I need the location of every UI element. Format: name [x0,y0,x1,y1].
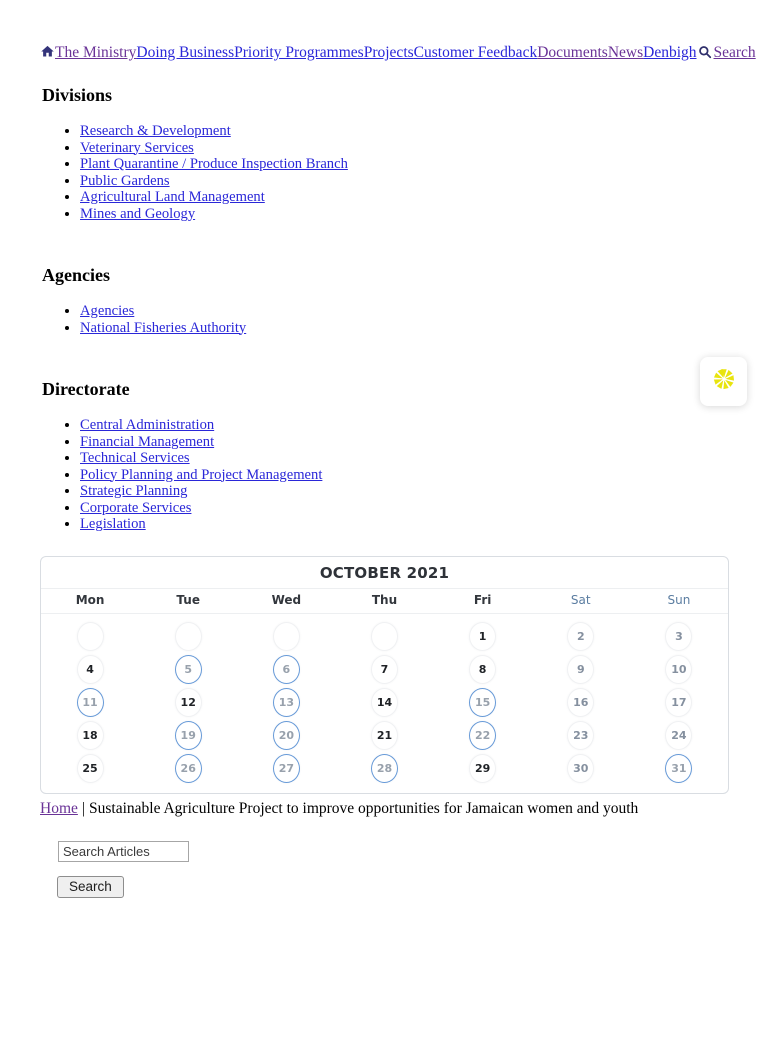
list-item [80,467,733,484]
calendar-cell [41,752,139,785]
calendar-day[interactable]: 2 [567,622,594,651]
calendar-day[interactable]: 25 [77,754,104,783]
calendar-cell [237,719,335,752]
calendar-day[interactable]: 23 [567,721,594,750]
calendar-day[interactable]: 28 [371,754,398,783]
section-heading: Agencies [42,265,110,285]
calendar-day[interactable]: 30 [567,754,594,783]
section-heading: Divisions [42,85,113,105]
calendar-day[interactable]: 11 [77,688,104,717]
list-item [80,123,733,140]
calendar-day[interactable]: 1 [469,622,496,651]
accessibility-widget-button[interactable] [700,357,747,406]
calendar-day[interactable]: 13 [273,688,300,717]
asterisk-icon [710,365,738,398]
calendar-cell [630,686,728,719]
calendar-day[interactable]: 31 [665,754,692,783]
calendar-weekday-label: Wed [271,592,302,607]
calendar-cell [630,752,728,785]
calendar-cell [335,686,433,719]
list-item [80,206,733,223]
calendar-cell [139,719,237,752]
calendar-weekday-row [41,589,728,614]
section-link[interactable]: Financial Management [80,433,215,450]
calendar-day[interactable]: 12 [175,688,202,717]
calendar-cell [139,686,237,719]
top-nav [40,44,756,64]
calendar-cell [41,686,139,719]
calendar-cell [532,620,630,653]
calendar-cell [139,653,237,686]
calendar-cell [41,620,139,653]
calendar-cell [532,719,630,752]
calendar-cell [41,653,139,686]
nav-link[interactable]: News [607,44,644,61]
calendar-cell [41,719,139,752]
calendar-weekday-label: Tue [176,592,200,607]
calendar-weekday-label: Sat [570,592,591,607]
nav-link[interactable]: Doing Business [136,44,235,61]
home-icon[interactable] [40,44,55,64]
calendar-day[interactable]: 8 [469,655,496,684]
nav-link[interactable]: The Ministry [55,44,137,61]
calendar-cell [532,752,630,785]
search-icon[interactable] [698,45,712,64]
calendar-cell [237,620,335,653]
section-link[interactable]: Plant Quarantine / Produce Inspection Branch [80,156,348,172]
calendar-day[interactable]: 27 [273,754,300,783]
calendar-cell [139,752,237,785]
page [0,44,773,898]
calendar-day[interactable]: 7 [371,655,398,684]
calendar-day[interactable]: 22 [469,721,496,750]
section-link[interactable]: National Fisheries Authority [80,319,247,336]
section-link[interactable]: Agricultural Land Management [80,189,265,205]
calendar-day[interactable]: 21 [371,721,398,750]
article-search-input[interactable] [58,841,189,862]
section-link[interactable]: Research & Development [80,123,231,139]
calendar-cell [630,620,728,653]
section-link[interactable]: Policy Planning and Project Management [80,466,323,483]
article-search-form [40,841,733,898]
section-link[interactable]: Strategic Planning [80,483,188,499]
calendar-day[interactable]: 17 [665,688,692,717]
section-link[interactable]: Legislation [80,516,146,532]
section-divisions [40,85,733,222]
list-item [80,500,733,517]
list-item [80,156,733,173]
calendar-cell [630,653,728,686]
calendar-weekday-label: Mon [75,592,105,607]
calendar-weekday-label: Fri [473,592,492,607]
calendar-cell [335,620,433,653]
list-item [80,320,733,337]
calendar-day[interactable]: 14 [371,688,398,717]
calendar-cell [335,653,433,686]
calendar-day[interactable] [175,622,202,651]
calendar-day[interactable] [371,622,398,651]
breadcrumb [40,800,733,818]
calendar-cell [237,686,335,719]
list-item [80,303,733,320]
list-item [80,173,733,190]
calendar-cell [237,653,335,686]
section-list [40,303,733,336]
calendar-day[interactable]: 26 [175,754,202,783]
section-list [40,417,733,533]
calendar-day[interactable]: 18 [77,721,104,750]
calendar-cell [434,752,532,785]
section-directorate [40,379,733,533]
calendar-weekday-label: Sun [667,592,691,607]
calendar-cell [630,719,728,752]
calendar-day[interactable]: 16 [567,688,594,717]
calendar-weekday-label: Thu [371,592,398,607]
breadcrumb-home-link[interactable]: Home [40,799,78,817]
list-item [80,450,733,467]
calendar-grid [41,614,728,793]
calendar-day[interactable]: 3 [665,622,692,651]
calendar-cell [139,620,237,653]
calendar-day[interactable]: 20 [273,721,300,750]
calendar-cell [532,653,630,686]
calendar-day[interactable]: 6 [273,655,300,684]
section-agencies [40,265,733,336]
calendar-day[interactable]: 5 [175,655,202,684]
breadcrumb-title: Sustainable Agriculture Project to improve opportunities for Jamaican women and youth [89,799,639,817]
list-item [80,516,733,533]
calendar-cell [434,620,532,653]
breadcrumb-separator: | [81,799,85,817]
calendar-title: OCTOBER 2021 [41,557,728,589]
section-link[interactable]: Corporate Services [80,499,192,516]
calendar-cell [335,752,433,785]
section-link[interactable]: Central Administration [80,417,215,433]
nav-link[interactable]: Projects [363,44,414,61]
section-link[interactable]: Agencies [80,303,135,319]
calendar-cell [434,686,532,719]
nav-links [55,44,697,61]
calendar-day[interactable]: 9 [567,655,594,684]
nav-link[interactable]: Denbigh [643,44,697,61]
calendar [40,556,729,794]
list-item [80,189,733,206]
calendar-day[interactable]: 10 [665,655,692,684]
calendar-day[interactable]: 29 [469,754,496,783]
calendar-cell [335,719,433,752]
calendar-day[interactable]: 19 [175,721,202,750]
nav-search-link[interactable]: Search [713,44,756,61]
calendar-cell [434,653,532,686]
nav-link[interactable]: Customer Feedback [413,44,538,61]
nav-link[interactable]: Documents [537,44,608,61]
calendar-day[interactable]: 15 [469,688,496,717]
section-link[interactable]: Technical Services [80,450,190,466]
calendar-day[interactable]: 4 [77,655,104,684]
nav-link[interactable]: Priority Programmes [234,44,364,61]
section-heading: Directorate [42,379,130,399]
section-link[interactable]: Public Gardens [80,172,170,189]
article-search-button[interactable]: Search [57,876,124,898]
calendar-day[interactable] [273,622,300,651]
section-link[interactable]: Mines and Geology [80,205,196,222]
section-link[interactable]: Veterinary Services [80,139,194,156]
list-item [80,434,733,451]
calendar-cell [532,686,630,719]
calendar-cell [434,719,532,752]
list-item [80,417,733,434]
section-list [40,123,733,222]
calendar-day[interactable] [77,622,104,651]
list-item [80,483,733,500]
calendar-day[interactable]: 24 [665,721,692,750]
list-item [80,140,733,157]
calendar-cell [237,752,335,785]
